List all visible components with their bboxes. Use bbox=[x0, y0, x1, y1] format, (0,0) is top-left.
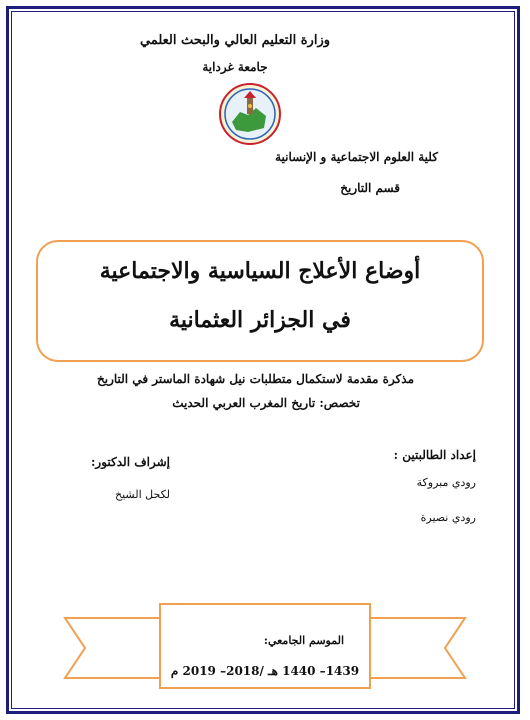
student-name: رودي مبروكة bbox=[416, 476, 476, 489]
faculty-name: كلية العلوم الاجتماعية و الإنسانية bbox=[275, 150, 438, 164]
memo-description: مذكرة مقدمة لاستكمال متطلبات نيل شهادة الماستر في التاريخ bbox=[96, 372, 414, 386]
thesis-title-line-2: في الجزائر العثمانية bbox=[169, 307, 351, 333]
supervisor-label: إشراف الدكتور: bbox=[90, 455, 170, 469]
department-name: قسم التاريخ bbox=[340, 181, 400, 195]
university-name: جامعة غرداية bbox=[202, 60, 268, 74]
specialization: تخصص: تاريخ المغرب العربي الحديث bbox=[172, 396, 360, 410]
university-emblem-icon bbox=[218, 82, 282, 146]
thesis-title-line-1: أوضاع الأعلاج السياسية والاجتماعية bbox=[99, 258, 421, 284]
prepared-by-label: إعداد الطالبتين : bbox=[393, 448, 476, 462]
academic-year-value: 1439– 1440 هـ /2018– 2019 م bbox=[170, 664, 360, 678]
student-name: رودي نصيرة bbox=[420, 511, 476, 524]
academic-year-label: الموسم الجامعي: bbox=[263, 634, 344, 647]
supervisor-name: لكحل الشيخ bbox=[115, 488, 170, 501]
ministry-name: وزارة التعليم العالي والبحث العلمي bbox=[139, 33, 331, 48]
